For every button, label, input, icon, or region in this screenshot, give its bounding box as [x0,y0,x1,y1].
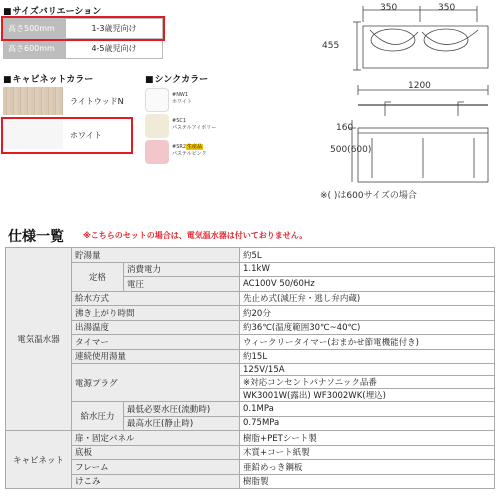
category-cabinet: キャビネット [6,431,72,489]
spec-value: WK3001W(露出) WF3002WK(埋込) [240,389,495,402]
spec-value: 約20分 [240,306,495,321]
sink-swatch-ivory [145,114,169,138]
sink-swatch-white [145,88,169,112]
cabinet-color-title: ■ キャビネットカラー [3,72,93,85]
cabinet-color-label: ホワイト [70,131,102,140]
spec-label: フレーム [72,460,240,475]
sink-color-text [172,118,216,132]
spec-value: 木質+コート紙製 [240,445,495,460]
spec-value: 0.75MPa [240,416,495,431]
table-row [6,320,495,335]
size-variation-title: ■ サイズバリエーション [3,4,101,17]
spec-title: 仕様一覧 [8,229,64,245]
spec-label: 出湯温度 [72,320,240,335]
table-row [6,306,495,321]
spec-label: 連続使用湯量 [72,349,240,364]
size-height-cell: 高さ500mm [4,19,66,39]
spec-value: ※対応コンセントパナソニック品番 [240,376,495,389]
sink-name: パステルピンク [172,151,207,157]
spec-label: 給水圧力 [72,402,124,431]
spec-label: タイマー [72,335,240,350]
table-row [6,248,495,263]
table-row [6,364,495,376]
spec-value: 約5L [240,248,495,263]
spec-label: 貯湯量 [72,248,240,263]
table-row [4,19,163,39]
spec-label: 扉・固定パネル [72,431,240,446]
spec-value: 亜鉛めっき鋼板 [240,460,495,475]
sink-name: ホワイト [172,99,192,105]
sink-name: パステルアイボリー [172,125,217,131]
table-row [6,291,495,306]
spec-value: 樹脂+PETシート製 [240,431,495,446]
sink-code: #NW1 [172,92,189,98]
spec-value: 約15L [240,349,495,364]
spec-value: 先止め式(減圧弁・逃し弁内蔵) [240,291,495,306]
spec-value: AC100V 50/60Hz [240,277,495,292]
cabinet-color-label: ライトウッドN [70,97,124,106]
spec-label: 定格 [72,262,124,291]
sink-swatch-pink [145,140,169,164]
table-row [4,39,163,59]
spec-value: 約36℃(温度範囲30℃~40℃) [240,320,495,335]
spec-value: ウィークリータイマー(おまかせ節電機能付き) [240,335,495,350]
spec-value: 0.1MPa [240,402,495,417]
category-water-heater: 電気温水器 [6,248,72,431]
table-row [6,402,495,417]
table-row [6,431,495,446]
dim-front-height: 500(600) [330,145,372,155]
table-row [6,474,495,489]
table-row [6,445,495,460]
cabinet-highlight-frame [1,117,133,154]
dim-top-left: 350 [380,3,398,13]
spec-label: 消費電力 [124,262,240,277]
size-age-cell: 4-5歳児向け [66,39,163,59]
table-row [6,349,495,364]
table-row [6,460,495,475]
size-variation-table [3,18,163,59]
dim-top-right: 350 [438,3,456,13]
spec-label: 電源プラグ [72,364,240,402]
spec-label: 沸き上がり時間 [72,306,240,321]
spec-label: 給水方式 [72,291,240,306]
dimension-diagram [320,0,500,210]
spec-label: けこみ [72,474,240,489]
sink-code: #SR2 [172,144,187,150]
dim-top-height: 455 [322,41,340,51]
spec-value: 125V/15A [240,364,495,376]
table-row [6,335,495,350]
sink-color-text [172,92,192,106]
spec-table [5,247,495,489]
spec-label: 最低必要水圧(流動時) [124,402,240,417]
sink-color-text [172,144,207,158]
size-note: ※( )は600サイズの場合 [320,191,417,201]
sink-code: #SC1 [172,118,187,124]
spec-label: 最高水圧(静止時) [124,416,240,431]
dim-front-width: 1200 [408,81,431,91]
sink-color-title: ■ シンクカラー [145,72,208,85]
dim-front-upper: 160 [336,123,354,133]
spec-value: 樹脂製 [240,474,495,489]
new-badge: 生産品 [187,144,203,150]
spec-value: 1.1kW [240,262,495,277]
spec-notice: ※こちらのセットの場合は、電気温水器は付いておりません。 [83,231,308,240]
size-age-cell: 1-3歳児向け [66,19,163,39]
cabinet-swatch-lightwood [3,87,63,115]
size-height-cell: 高さ600mm [4,39,66,59]
table-row [6,262,495,277]
spec-label: 電圧 [124,277,240,292]
spec-label: 底板 [72,445,240,460]
